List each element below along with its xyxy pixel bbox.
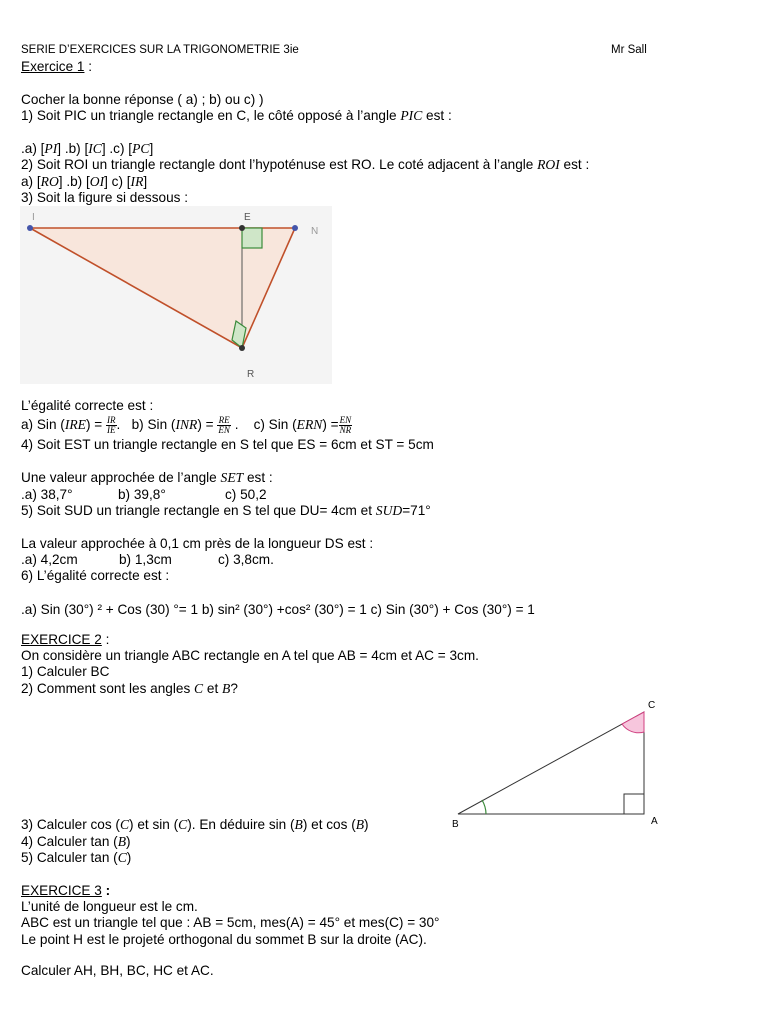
q2-ans-a-pre: a) [ (21, 174, 41, 189)
right-angle-a (624, 794, 644, 814)
ex2-question3 (21, 817, 369, 833)
ex2-question1: 1) Calculer BC (21, 664, 110, 679)
q5-answer-c: c) 3,8cm. (218, 552, 274, 567)
ex3-line4: Calculer AH, BH, BC, HC et AC. (21, 963, 214, 978)
q5-answer-b: b) 1,3cm (119, 552, 172, 567)
eq-c-angle: ERN (296, 417, 323, 432)
ex2-q3-end: ) (364, 817, 369, 832)
ex1-question3: 3) Soit la figure si dessous : (21, 190, 188, 205)
ex2-question4 (21, 834, 131, 850)
eq-b-end: . (234, 417, 239, 432)
q4-answer-c: c) 50,2 (225, 487, 267, 502)
q1-angle: PIC (400, 108, 423, 123)
q2-text: 2) Soit ROI un triangle rectangle dont l’hypoténuse est RO. Le coté adjacent à l’angle (21, 157, 538, 172)
ex2-q5-end: ) (126, 850, 132, 865)
exercise1-title-suffix: : (84, 59, 93, 74)
ex1-question1 (21, 108, 452, 124)
exercise3-title-text: EXERCICE 3 (21, 883, 102, 898)
ex2-question5 (21, 850, 131, 866)
eq-a-pre: a) Sin ( (21, 417, 65, 432)
ex1-question6: 6) L’égalité correcte est : (21, 568, 170, 583)
label-n: N (311, 226, 319, 237)
ex2-q4-b: B (117, 834, 127, 849)
q1-text: 1) Soit PIC un triangle rectangle en C, le côté opposé à l’angle (21, 108, 401, 123)
q2-ans-c-pre: ] c) [ (104, 174, 131, 189)
ex2-q2-pre: 2) Comment sont les angles (21, 681, 195, 696)
ex2-q4-pre: 4) Calculer tan ( (21, 834, 118, 849)
q1-ans-a: PI (44, 141, 58, 156)
exercise3-title (21, 883, 110, 899)
q4-answer-b: b) 39,8° (118, 487, 166, 502)
ex2-question2 (21, 681, 238, 697)
label-b: B (452, 819, 459, 830)
ex2-q2-mid: et (203, 681, 222, 696)
right-angle-e (242, 228, 262, 248)
ex2-q4-end: ) (126, 834, 131, 849)
angle-arc-c (622, 712, 644, 733)
ex2-q2-c: C (194, 681, 204, 696)
ex2-q5-pre: 5) Calculer tan ( (21, 850, 118, 865)
ex1-question2 (21, 157, 589, 173)
angle-arc-b (482, 800, 486, 814)
eq-b-angle: INR (175, 417, 198, 432)
label-c: C (648, 700, 656, 711)
label-r: R (247, 369, 255, 380)
exercise1-title-text: Exercice 1 (21, 59, 85, 74)
ex2-q3-b1: B (294, 817, 303, 832)
label-a: A (651, 816, 658, 827)
exercise2-title (21, 632, 109, 648)
q4-angle: SET (220, 470, 244, 485)
ex1-question6-answers: .a) Sin (30°) ² + Cos (30) °= 1 b) sin² (30°) +cos² (30°) = 1 c) Sin (30°) + Cos (30°) = 1 (21, 602, 535, 617)
label-i: I (32, 212, 35, 223)
label-e: E (244, 212, 251, 223)
q2-ans-c: IR (130, 174, 144, 189)
ex2-q3-mid1: ) et sin ( (129, 817, 179, 832)
point-n (292, 225, 298, 231)
point-r (239, 345, 245, 351)
q2-ans-b-pre: ] .b) [ (58, 174, 90, 189)
q5-pre: 5) Soit SUD un triangle rectangle en S tel que DU= 4cm et (21, 503, 376, 518)
q1-ans-c: PC (132, 141, 150, 156)
eq-a-den: IE (107, 424, 116, 435)
ex1-eq-intro: L’égalité correcte est : (21, 398, 154, 413)
eq-c-fraction (339, 416, 353, 435)
ex1-question5 (21, 503, 431, 519)
ex2-q3-mid3: ) et cos ( (302, 817, 356, 832)
ex2-q2-end: ? (230, 681, 238, 696)
eq-c-mid: ) = (322, 417, 339, 432)
eq-c-pre: c) Sin ( (253, 417, 297, 432)
eq-a-end: . (116, 417, 121, 432)
ex2-q3-c1: C (119, 817, 130, 832)
q2-ans-a: RO (40, 174, 59, 189)
q1-ans-c-pre: ] .c) [ (101, 141, 133, 156)
eq-a-num: IR (107, 414, 116, 425)
exercise2-title-text: EXERCICE 2 (21, 632, 102, 647)
eq-b-pre: b) Sin ( (131, 417, 176, 432)
exercise3-title-suffix: : (101, 883, 111, 898)
ex1-question1-answers (21, 141, 153, 157)
ex1-question5-intro: La valeur approchée à 0,1 cm près de la longueur DS est : (21, 536, 374, 551)
q2-end: est : (559, 157, 590, 172)
ex3-line2: ABC est un triangle tel que : AB = 5cm, mes(A) = 45° et mes(C) = 30° (21, 915, 440, 930)
eq-a-fraction (106, 416, 117, 435)
q1-ans-a-pre: .a) [ (21, 141, 45, 156)
q1-ans-b: IC (88, 141, 102, 156)
ex2-q3-mid2: ). En déduire sin ( (187, 817, 295, 832)
eq-b-mid: ) = (197, 417, 218, 432)
eq-b-den: EN (218, 424, 230, 435)
figure-triangle-ien (20, 206, 332, 384)
header-author: Mr Sall (611, 44, 647, 56)
q5-angle: SUD (375, 503, 403, 518)
point-i (27, 225, 33, 231)
eq-b-fraction (217, 416, 231, 435)
eq-b-num: RE (218, 414, 230, 425)
ex2-q3-b2: B (355, 817, 365, 832)
q1-ans-end: ] (149, 141, 154, 156)
eq-a-mid: ) = (85, 417, 106, 432)
ex2-intro: On considère un triangle ABC rectangle en A tel que AB = 4cm et AC = 3cm. (21, 648, 479, 663)
exercise1-title (21, 59, 92, 75)
q2-angle: ROI (537, 157, 560, 172)
point-e (239, 225, 245, 231)
ex1-equalities (21, 414, 352, 436)
q2-ans-b: OI (89, 174, 105, 189)
ex3-line1: L’unité de longueur est le cm. (21, 899, 198, 914)
q5-answer-a: .a) 4,2cm (21, 552, 78, 567)
q4-intro-end: est : (243, 470, 273, 485)
figure-triangle-abc (446, 696, 666, 832)
ex1-question2-answers (21, 174, 147, 190)
eq-a-angle: IRE (64, 417, 86, 432)
q2-ans-end: ] (143, 174, 148, 189)
ex2-q2-b: B (222, 681, 231, 696)
eq-c-den: NR (339, 424, 352, 435)
exercise2-title-suffix: : (101, 632, 110, 647)
ex1-question4: 4) Soit EST un triangle rectangle en S tel que ES = 6cm et ST = 5cm (21, 437, 434, 452)
q1-end: est : (422, 108, 452, 123)
q1-ans-b-pre: ] .b) [ (57, 141, 89, 156)
triangle-abc (458, 712, 644, 814)
ex2-q5-c: C (117, 850, 127, 865)
ex2-q3-c2: C (178, 817, 188, 832)
ex2-q3-pre: 3) Calculer cos ( (21, 817, 120, 832)
eq-c-num: EN (339, 414, 352, 425)
ex1-question4-intro (21, 470, 273, 486)
q4-answer-a: .a) 38,7° (21, 487, 73, 502)
q4-intro-pre: Une valeur approchée de l’angle (21, 470, 221, 485)
header-title: SERIE D’EXERCICES SUR LA TRIGONOMETRIE 3ie (21, 44, 299, 56)
ex3-line3: Le point H est le projeté orthogonal du sommet B sur la droite (AC). (21, 932, 427, 947)
q5-end: =71° (402, 503, 431, 518)
ex1-instruction: Cocher la bonne réponse ( a) ; b) ou c) ) (21, 92, 264, 107)
